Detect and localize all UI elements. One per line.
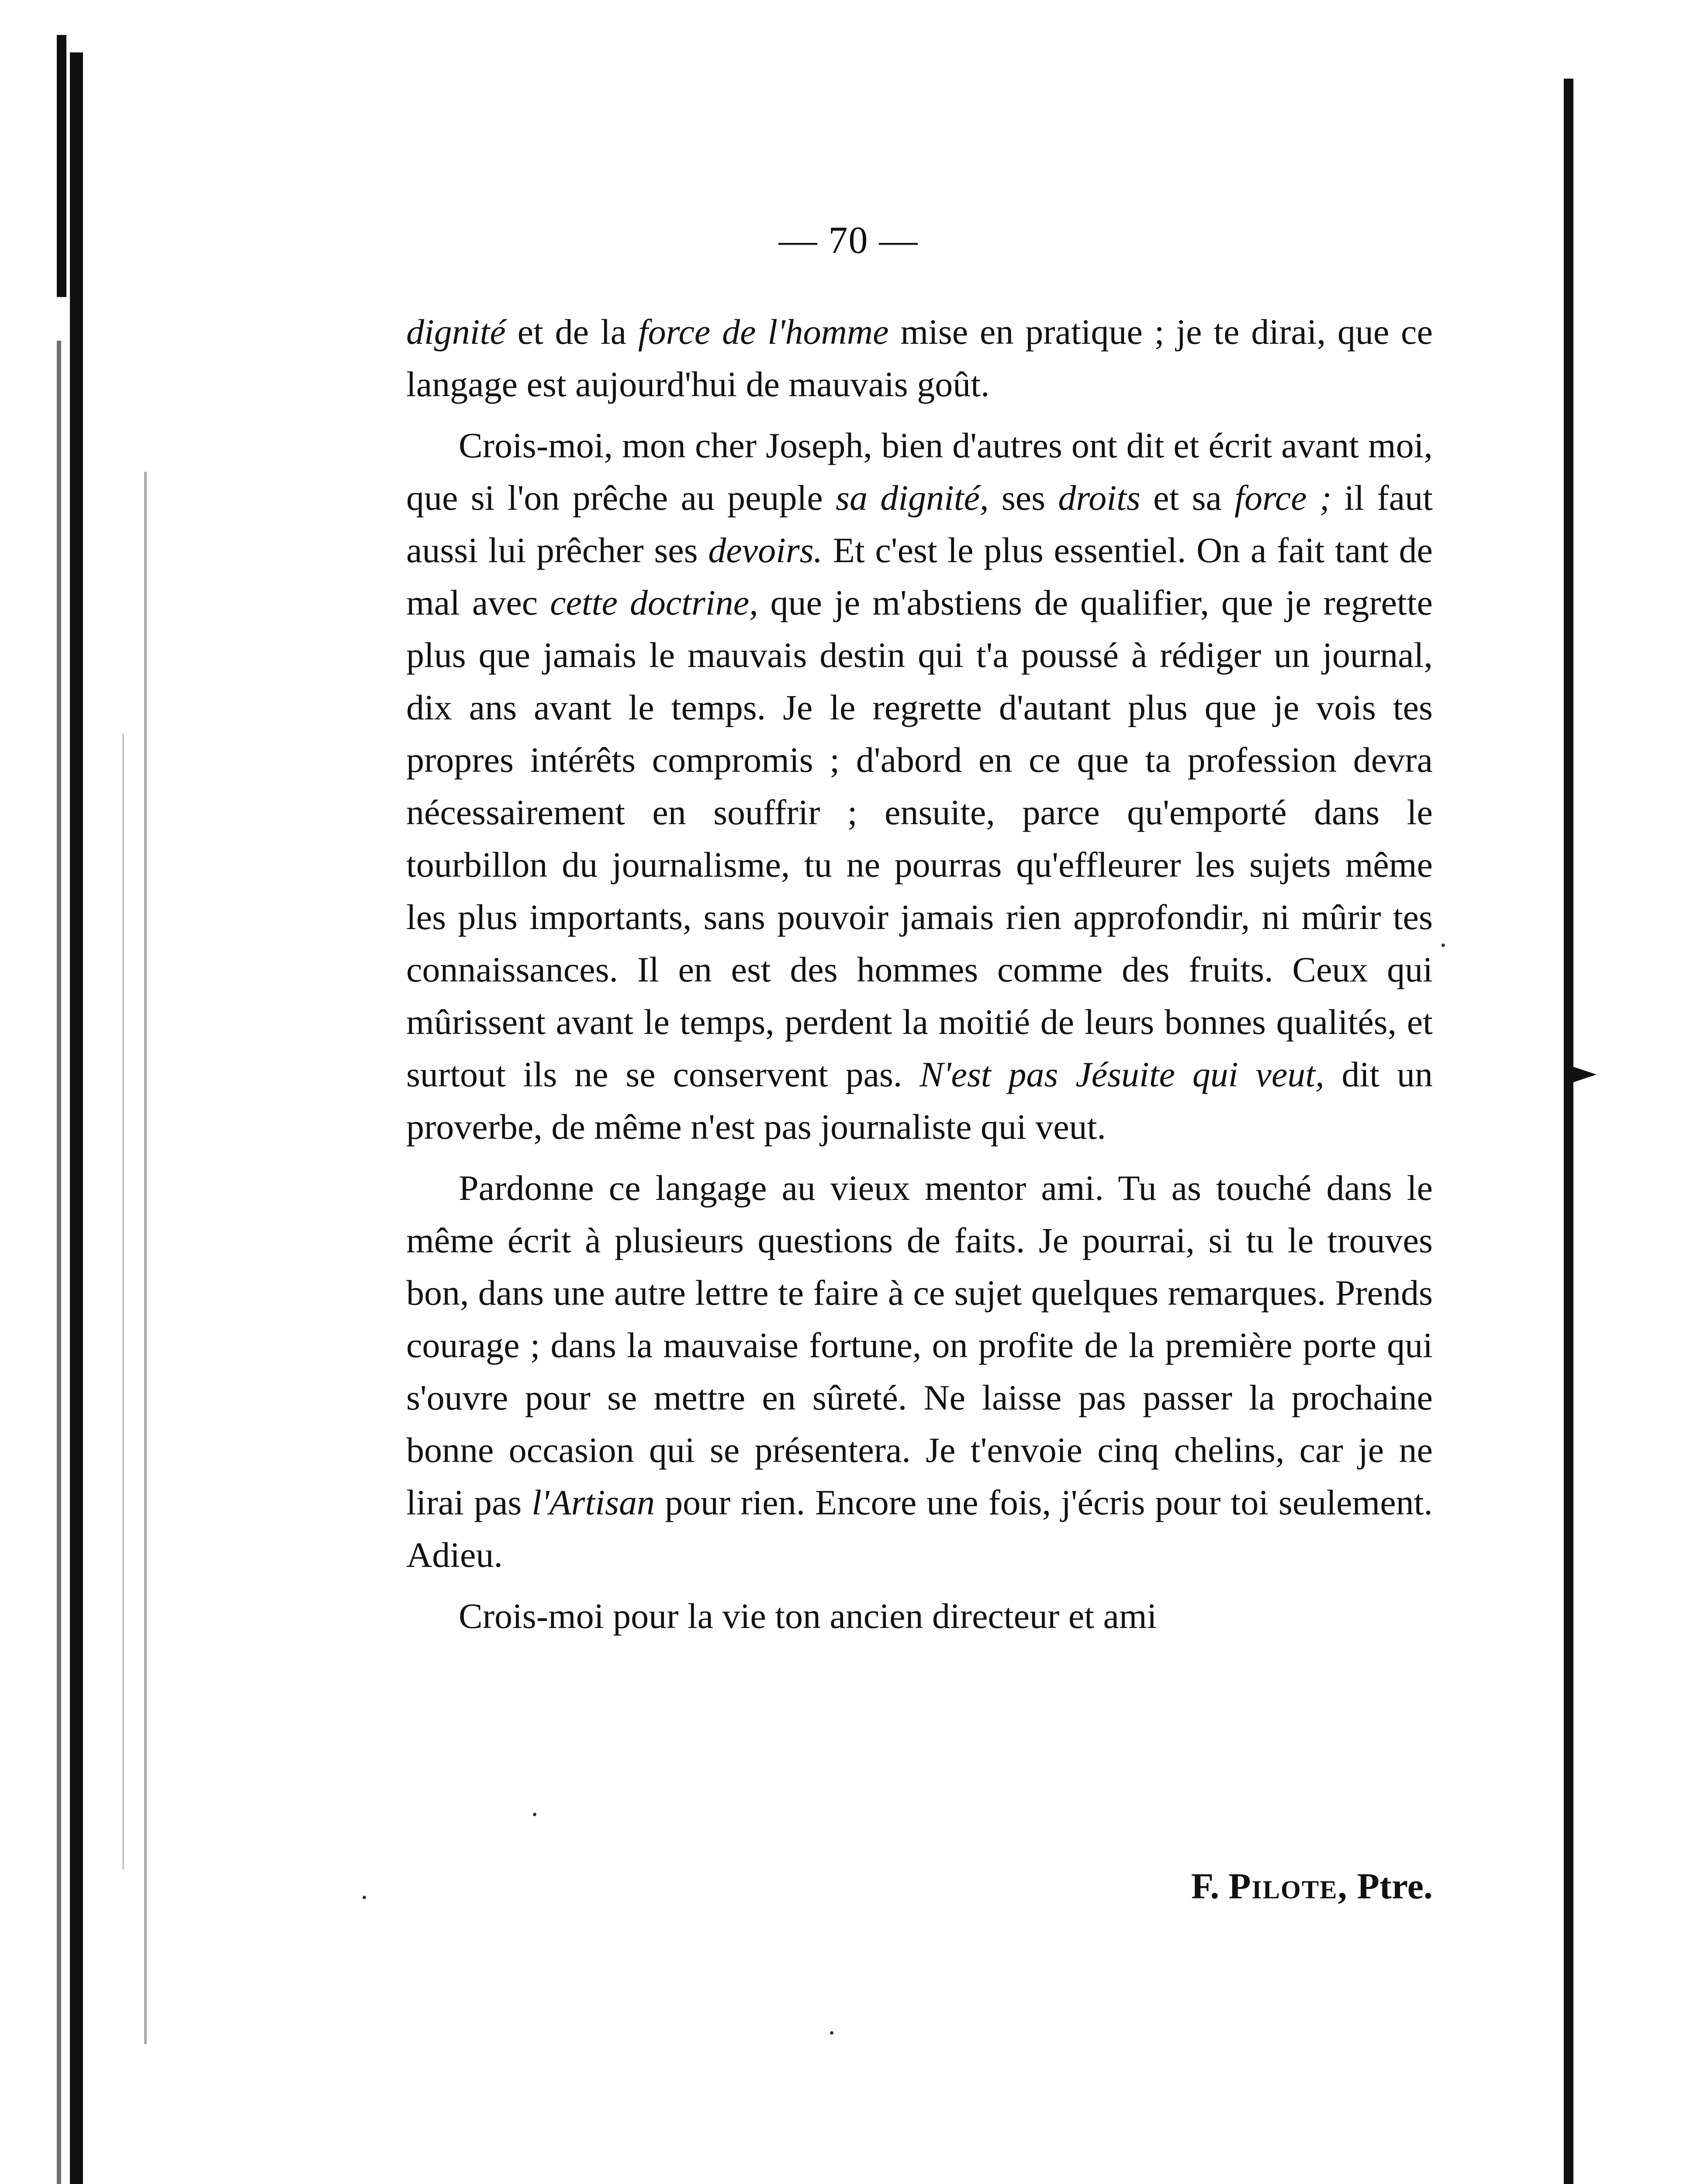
text-span: il faut aussi lui prêcher ses [406,478,1433,570]
closing-line [406,1590,1433,1642]
italic-span: force de l'homme [638,312,889,352]
signature [1191,1865,1433,1908]
scan-speck [533,1813,536,1816]
scan-right-edge [1564,79,1573,2184]
italic-span: devoirs. [708,530,823,570]
italic-span: force ; [1234,478,1332,518]
signature-title: Ptre. [1357,1866,1433,1907]
body-text [406,306,1433,1651]
text-span: ses [988,478,1058,518]
text-span: Pardonne ce langage au vieux mentor ami. Tu as touché dans le même écrit à plusieurs questions de faits. Je pourrai, si tu le trouves bon, dans une autre lettre te faire à ce sujet quelques remarques. Prends courage ; dans la mauvaise fortune, on profite de la première porte qui s'ouvre pour se mettre en sûreté. Ne laisse pas passer la prochaine bonne occasion qui se présentera. Je t'envoie cinq chelins, car je ne lirai pas [406,1168,1433,1522]
paragraph-1 [406,306,1433,411]
text-span: et de la [505,312,638,352]
text-span: pour rien. Encore une fois, j'écris pour toi seulement. Adieu. [406,1482,1433,1575]
italic-span: cette doctrine, [550,583,758,622]
italic-span: l'Artisan [532,1482,655,1522]
italic-span: N'est pas Jésuite qui veut, [919,1054,1324,1094]
italic-span: droits [1058,478,1141,518]
signature-initial: F. [1191,1866,1220,1907]
paragraph-3 [406,1162,1433,1581]
text-span: mise en pratique ; je te dirai, que ce langage est aujourd'hui de mauvais goût. [406,312,1433,404]
scan-speck [363,1896,366,1899]
text-span: Crois-moi pour la vie ton ancien directeur et ami [459,1596,1157,1636]
italic-span: dignité [406,312,506,352]
scan-speck [1441,943,1445,947]
text-span: et sa [1140,478,1235,518]
italic-span: sa dignité, [836,478,989,518]
text-span: dit un proverbe, de même n'est pas journaliste qui veut. [406,1054,1433,1147]
text-span: que je m'abstiens de qualifier, que je regrette plus que jamais le mauvais destin qui t'a poussé à rédiger un journal, dix ans avant le temps. Je le regrette d'autant plus que je vois tes propres intérêts compromis ; d'abord en ce que ta profession devra nécessairement en souffrir ; ensuite, parce qu'emporté dans le tourbillon du journalisme, tu ne pourras qu'effleurer les sujets même les plus importants, sans pouvoir jamais rien approfondir, ni mûrir tes connaissances. Il en est des hommes comme des fruits. Ceux qui mûrissent avant le temps, perdent la moitié de leurs bonnes qualités, et surtout ils ne se conservent pas. [406,583,1433,1094]
text-span: Et c'est le plus essentiel. On a fait tant de mal avec [406,530,1433,622]
page-number: — 70 — [778,219,919,262]
text-span: Crois-moi, mon cher Joseph, bien d'autres ont dit et écrit avant moi, que si l'on prêche au peuple [406,425,1433,518]
scan-speck [830,2031,833,2035]
signature-name: Pilote, [1228,1866,1348,1907]
paragraph-2 [406,419,1433,1153]
scan-gutter-artifact [57,35,179,2184]
scan-right-edge-mark [1570,1066,1597,1083]
